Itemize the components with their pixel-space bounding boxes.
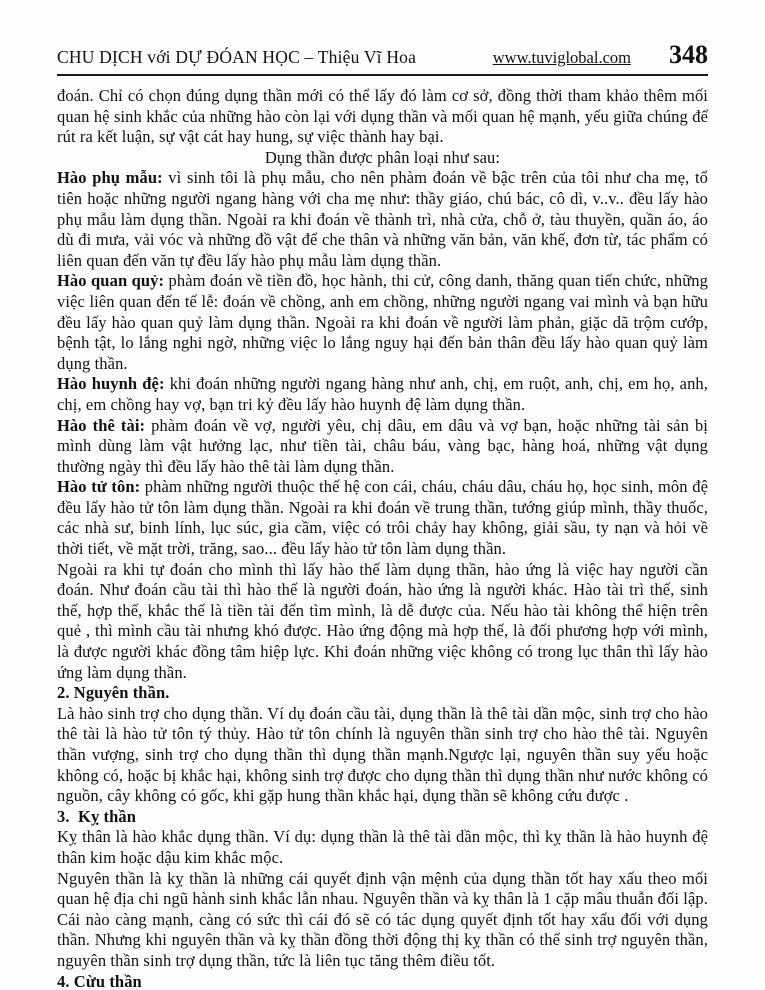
paragraph-hao-huynh-de: [57, 374, 708, 415]
paragraph-text: vì sinh tôi là phụ mẫu, cho nên phàm đoán về bậc trên của tôi như cha mẹ, tổ tiên hoặc những người ngang hàng với cha mẹ như: thầy giáo, chú bác, cô dì, v..v.. đều lấy hào phụ mẫu làm dụng thần. Ngoài ra khi đoán về thành trì, nhà cửa, chỗ ở, tàu thuyền, quần áo, áo dù đi mưa, vải vóc và những đồ vật để che thân và những văn bản, văn khế, đơn từ, tác phẩm có liên quan đến văn tự đều lấy hào phụ mẫu làm dụng thần.: [57, 168, 708, 270]
website-link[interactable]: www.tuviglobal.com: [492, 48, 631, 67]
paragraph-text: phàm đoán về tiền đồ, học hành, thi cử, công danh, thăng quan tiến chức, những việc liên quan đến tế lễ: đoán về chồng, anh em chồng, những người ngang vai mình và bạn hữu đều lấy hào quan quỷ làm dụng thần. Ngoài ra khi đoán về người làm phản, giặc dã trộm cướp, bệnh tật, lo lắng nghi ngờ, những việc lo lắng nguy hại đến bản thân đều lấy hào quan quỷ làm dụng thần.: [57, 271, 708, 373]
paragraph-hao-the-tai: [57, 416, 708, 478]
paragraph-hao-the-ung: Ngoài ra khi tự đoán cho mình thì lấy hào thế làm dụng thần, hào ứng là việc hay người cần đoán. Như đoán cầu tài thì hào thế là người đoán, hào ứng là người khác. Hào tài trì thế, sinh thế, hợp thế, khắc thế là tiền tài đến tìm mình, là dễ được của. Nếu hào tài không thể hiện trên quẻ , thì mình cầu tài nhưng khó được. Hào ứng động mà hợp thế, là đối phương hợp với mình, là được người khác đồng tâm hiệp lực. Khi đoán những việc không có trong lục thân thì lấy hào ứng làm dụng thần.: [57, 559, 708, 682]
paragraph-ky-than-relation: Nguyên thần là kỵ thần là những cái quyết định vận mệnh của dụng thần tốt hay xấu theo mối quan hệ địa chi ngũ hành sinh khắc lẫn nhau. Nguyên thần và kỵ thân là 1 cặp mâu thuẫn đối lập. Cái nào càng mạnh, càng có sức thì cái đó sẽ có tác dụng quyết định tốt hay xấu đối với dụng thần. Nhưng khi nguyên thần và kỵ thần đồng thời động thị kỵ thần có thể sinh trợ nguyên thần, nguyên thần sinh trợ dụng thần, tức là liên tục tăng thêm điều tốt.: [57, 868, 708, 970]
paragraph-lead-hao-huynh-de: Hào huynh đệ:: [57, 374, 165, 394]
paragraph-lead-hao-the-tai: Hào thê tài:: [57, 415, 146, 435]
paragraph-hao-tu-ton: [57, 477, 708, 559]
page-body: [57, 86, 708, 990]
paragraph-text: phàm đoán về vợ, người yêu, chị dâu, em dâu và vợ bạn, hoặc những tài sản bị mình dùng làm vật hưởng lạc, như tiền tài, châu báu, vàng bạc, hàng hoá, những vật dụng thường ngày thì đều lấy hào thê tài làm dụng thần.: [57, 415, 708, 476]
paragraph-hao-quan-quy: [57, 271, 708, 374]
page-number: 348: [669, 40, 708, 69]
page-header: [57, 42, 708, 68]
heading-ky-than: 3. Kỵ thần: [57, 806, 137, 826]
paragraph-text: khi đoán những người ngang hàng như anh, chị, em ruột, anh, chị, em họ, anh, chị, em chồng hay vợ, bạn tri kỷ đều lấy hào huynh đệ làm dụng thần.: [57, 374, 708, 414]
heading-nguyen-than: 2. Nguyên thần.: [57, 683, 170, 703]
heading-cuu-than: 4. Cừu thần: [57, 971, 142, 990]
paragraph-lead-hao-tu-ton: Hào tử tôn:: [57, 477, 141, 497]
classification-intro-line: Dụng thần được phân loại như sau:: [264, 147, 501, 167]
header-divider: [57, 74, 708, 76]
intro-paragraph: đoán. Chỉ có chọn đúng dụng thần mới có thể lấy đó làm cơ sở, đồng thời tham khảo thêm mối quan hệ sinh khắc của những hào còn lại với dụng thần và mối quan hệ mạnh, yếu giữa chúng để rút ra kết luận, sự vật cát hay hung, sự việc thành hay bại.: [57, 86, 708, 147]
paragraph-lead-hao-quan-quy: Hào quan quỷ:: [57, 271, 165, 291]
paragraph-text: phàm những người thuộc thế hệ con cái, cháu, cháu dâu, cháu họ, học sinh, môn đệ đều lấy hào tử tôn làm dụng thần. Ngoài ra khi đoán về trung thần, tướng giúp mình, thầy thuốc, các nhà sư, binh lính, lục súc, gia cầm, việc có trôi chảy hay không, giải sầu, ty nạn và hỏi về thời tiết, về mặt trời, trăng, sao... đều lấy hào tử tôn làm dụng thần.: [57, 477, 708, 559]
paragraph-nguyen-than: Là hào sinh trợ cho dụng thần. Ví dụ đoán cầu tài, dụng thần là thê tài dần mộc, sinh trợ cho hào thê tài là hào tử tôn tý thủy. Hào tử tôn chính là nguyên thần sinh trợ cho hào thê tài. Nguyên thần vượng, sinh trợ cho dụng thần thì dụng thần mạnh.Ngược lại, nguyên thần suy yếu hoặc không có, hoặc bị khắc hại, không sinh trợ được cho dụng thần thì dụng thần như nước không có nguồn, cây không có gốc, khi gặp hung thần khắc hại, dụng thần sẽ không cứu được .: [57, 703, 708, 806]
paragraph-ky-than-definition: Kỵ thân là hào khắc dụng thần. Ví dụ: dụng thần là thê tài dần mộc, thì kỵ thần là hào huynh đệ thân kim hoặc dậu kim khắc mộc.: [57, 827, 708, 867]
book-title: CHU DỊCH với DỰ ĐÓAN HỌC – Thiệu Vĩ Hoa: [57, 47, 417, 67]
paragraph-hao-phu-mau: [57, 168, 708, 271]
paragraph-lead-hao-phu-mau: Hào phụ mẫu:: [57, 168, 163, 188]
